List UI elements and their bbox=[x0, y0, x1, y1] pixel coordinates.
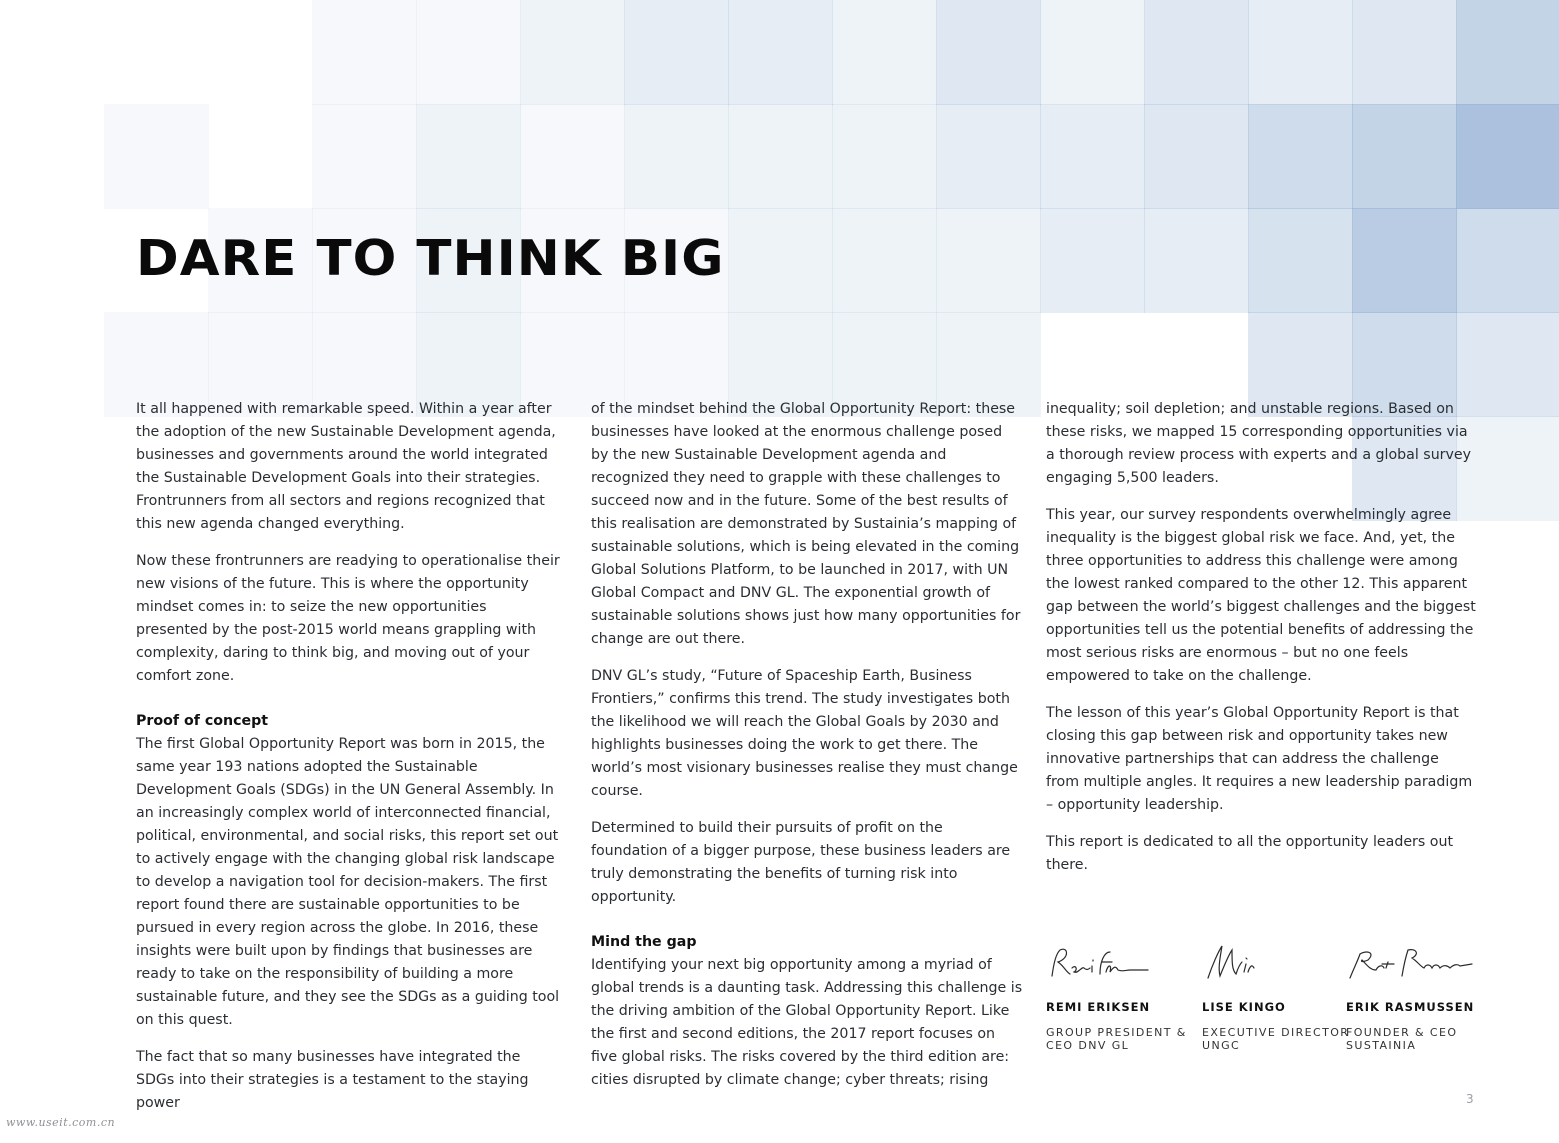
paragraph: This report is dedicated to all the opportunity leaders out there. bbox=[1046, 834, 1454, 873]
mosaic-tile bbox=[1352, 0, 1457, 105]
page-number: 3 bbox=[1466, 1092, 1474, 1106]
mosaic-tile bbox=[520, 104, 625, 209]
section-heading-proof-of-concept: Proof of concept bbox=[136, 713, 269, 729]
signatory-name: ERIK RASMUSSEN bbox=[1346, 1000, 1475, 1014]
signature-block bbox=[1046, 940, 1486, 1060]
signatory-name: REMI ERIKSEN bbox=[1046, 1000, 1151, 1014]
text-column-2 bbox=[591, 398, 1023, 1106]
text-column-3 bbox=[1046, 398, 1476, 891]
signatory-role: FOUNDER & CEO SUSTAINIA bbox=[1346, 1026, 1458, 1052]
mosaic-tile bbox=[832, 104, 937, 209]
mosaic-tile bbox=[312, 0, 417, 105]
paragraph: Determined to build their pursuits of profit on the foundation of a bigger purpose, these business leaders are truly demonstrating the benefits of turning risk into opportunity. bbox=[591, 820, 1011, 905]
signatory-erik-rasmussen bbox=[1346, 940, 1496, 1052]
mosaic-tile bbox=[1456, 208, 1559, 313]
paragraph: of the mindset behind the Global Opportunity Report: these businesses have looked at the enormous challenge posed by the new Sustainable Development agenda and recognized they need to grapple with these challenges to succeed now and in the future. Some of the best results of this realisation are demonstrated by Sustainia’s mapping of sustainable solutions, which is being elevated in the coming Global Solutions Platform, to be launched in 2017, with UN Global Compact and DNV GL. The exponential growth of sustainable solutions shows just how many opportunities for change are out there. bbox=[591, 401, 1021, 647]
paragraph: The fact that so many businesses have integrated the SDGs into their strategies is a testament to the staying power bbox=[136, 1049, 529, 1111]
mosaic-tile bbox=[520, 0, 625, 105]
signatory-lise-kingo bbox=[1202, 940, 1352, 1052]
mosaic-tile bbox=[832, 0, 937, 105]
section-heading-mind-the-gap: Mind the gap bbox=[591, 934, 697, 950]
mosaic-tile bbox=[936, 208, 1041, 313]
paragraph: The first Global Opportunity Report was born in 2015, the same year 193 nations adopted the Sustainable Development Goals (SDGs) in the UN General Assembly. In an increasingly complex world of interconnected financial, political, environmental, and social risks, this report set out to actively engage with the changing global risk landscape to develop a navigation tool for decision-makers. The first report found there are sustainable opportunities to be pursued in every region across the globe. In 2016, these insights were built upon by findings that businesses are ready to take on the responsibility of building a more sustainable future, and they see the SDGs as a guiding tool on this quest. bbox=[136, 736, 560, 1028]
watermark: www.useit.com.cn bbox=[6, 1116, 116, 1129]
mosaic-tile bbox=[624, 104, 729, 209]
paragraph: It all happened with remarkable speed. Within a year after the adoption of the new Sustainable Development agenda, businesses and governments around the world integrated the Sustainable Development Goals into their strategies. Frontrunners from all sectors and regions recognized that this new agenda changed everything. bbox=[136, 401, 556, 532]
handwritten-signature bbox=[1346, 940, 1476, 984]
paragraph: inequality; soil depletion; and unstable regions. Based on these risks, we mapped 15 corresponding opportunities via a thorough review process with experts and a global survey engaging 5,500 leaders. bbox=[1046, 401, 1472, 486]
mosaic-tile bbox=[1144, 208, 1249, 313]
mosaic-tile bbox=[416, 104, 521, 209]
mosaic-tile bbox=[1144, 0, 1249, 105]
mosaic-tile bbox=[416, 0, 521, 105]
mosaic-tile bbox=[1352, 104, 1457, 209]
page-title: DARE TO THINK BIG bbox=[136, 230, 725, 287]
signatory-role: EXECUTIVE DIRECTOR UNGC bbox=[1202, 1026, 1350, 1052]
paragraph: The lesson of this year’s Global Opportunity Report is that closing this gap between risk and opportunity takes new innovative partnerships that can address the challenge from multiple angles. It requires a new leadership paradigm – opportunity leadership. bbox=[1046, 705, 1473, 813]
paragraph: DNV GL’s study, “Future of Spaceship Earth, Business Frontiers,” confirms this trend. The study investigates both the likelihood we will reach the Global Goals by 2030 and highlights businesses doing the work to get there. The world’s most visionary businesses realise they must change course. bbox=[591, 668, 1018, 799]
signatory-role: GROUP PRESIDENT & CEO DNV GL bbox=[1046, 1026, 1187, 1052]
mosaic-tile bbox=[728, 0, 833, 105]
text-column-1 bbox=[136, 398, 561, 1129]
mosaic-tile bbox=[936, 104, 1041, 209]
mosaic-tile bbox=[1144, 104, 1249, 209]
mosaic-tile bbox=[624, 0, 729, 105]
mosaic-tile bbox=[936, 0, 1041, 105]
mosaic-tile bbox=[1352, 208, 1457, 313]
mosaic-tile bbox=[728, 104, 833, 209]
mosaic-tile bbox=[1248, 104, 1353, 209]
mosaic-tile bbox=[1040, 104, 1145, 209]
paragraph: Identifying your next big opportunity among a myriad of global trends is a daunting task. Addressing this challenge is the driving ambition of the Global Opportunity Report. Like the first and second editions, the 2017 report focuses on five global risks. The risks covered by the third edition are: cities disrupted by climate change; cyber threats; rising bbox=[591, 957, 1023, 1088]
mosaic-tile bbox=[1248, 208, 1353, 313]
mosaic-tile bbox=[312, 104, 417, 209]
mosaic-tile bbox=[104, 104, 209, 209]
mosaic-tile bbox=[1456, 104, 1559, 209]
paragraph: Now these frontrunners are readying to operationalise their new visions of the future. This is where the opportunity mindset comes in: to seize the new opportunities presented by the post-2015 world means grappling with complexity, daring to think big, and moving out of your comfort zone. bbox=[136, 553, 560, 684]
mosaic-tile bbox=[1040, 208, 1145, 313]
mosaic-tile bbox=[1248, 0, 1353, 105]
signatory-remi-eriksen bbox=[1046, 940, 1196, 1052]
handwritten-signature bbox=[1046, 940, 1156, 984]
mosaic-tile bbox=[832, 208, 937, 313]
paragraph: This year, our survey respondents overwhelmingly agree inequality is the biggest global risk we face. And, yet, the three opportunities to address this challenge were among the lowest ranked compared to the other 12. This apparent gap between the world’s biggest challenges and the biggest opportunities tell us the potential benefits of addressing the most serious risks are enormous – but no one feels empowered to take on the challenge. bbox=[1046, 507, 1476, 684]
mosaic-tile bbox=[1040, 0, 1145, 105]
mosaic-tile bbox=[728, 208, 833, 313]
handwritten-signature bbox=[1202, 940, 1272, 984]
mosaic-tile bbox=[1456, 0, 1559, 105]
signatory-name: LISE KINGO bbox=[1202, 1000, 1286, 1014]
